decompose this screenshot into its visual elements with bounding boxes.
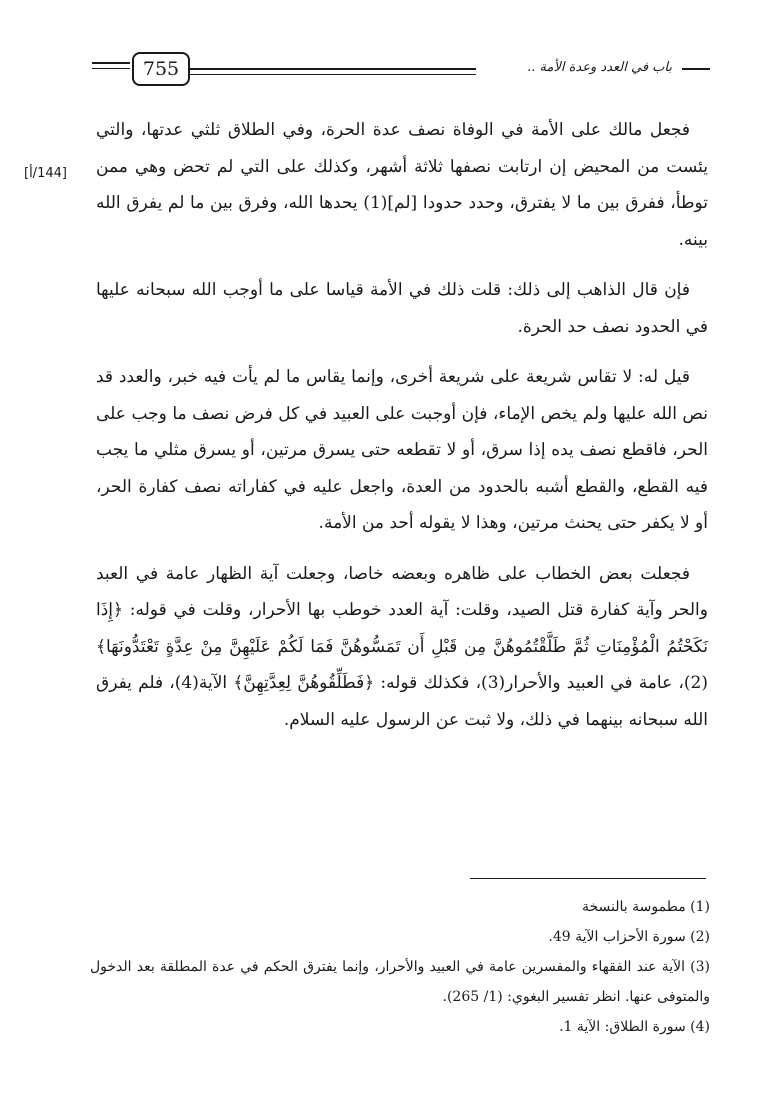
main-text [96,112,708,752]
paragraph: قيل له: لا تقاس شريعة على شريعة أخرى، وإنما يقاس ما لم يأت فيه خبر، والعدد قد نص الله عليها ولم يخص الإماء، فإن أوجبت على العبيد في كل فرض نصف ما وجب على الحر، فاقطع نصف يده إذا سرق، أو لا تقطعه حتى يسرق مرتين، أو يسرق مثلي ما يجب فيه القطع، والقطع أشبه بالحدود من العدة، واجعل عليه في كفاراته نصف كفارة الحر، أو لا يكفر حتى يحنث مرتين، وهذا لا يقوله أحد من الأمة. [96,367,708,533]
footnote: (4) سورة الطلاق: الآية 1. [559,1019,710,1035]
header-rule-left [92,62,130,64]
manuscript-folio-marker: [144/أ] [24,166,67,181]
footnote-separator [470,878,706,879]
paragraph: فجعلت بعض الخطاب على ظاهره وبعضه خاصا، وجعلت آية الظهار عامة في العبد والحر وآية كفارة قتل الصيد، وقلت: آية العدد خوطب بها الأحرار، وقلت في قوله: ﴿إِذَا نَكَحْتُمُ الْمُؤْمِنَاتِ ثُمَّ طَلَّقْتُمُوهُنَّ مِن قَبْلِ أَن تَمَسُّوهُنَّ فَمَا لَكُمْ عَلَيْهِنَّ مِنْ عِدَّةٍ تَعْتَدُّونَهَا﴾(2)، عامة في العبيد والأحرار(3)، فكذلك قوله: ﴿فَطَلِّقُوهُنَّ لِعِدَّتِهِنَّ﴾ الآية(4)، فلم يفرق الله سبحانه بينهما في ذلك، ولا ثبت عن الرسول عليه السلام. [96,563,708,730]
paragraph: فجعل مالك على الأمة في الوفاة نصف عدة الحرة، وفي الطلاق ثلثي عدتها، والتي يئست من المحيض إن ارتابت نصفها ثلاثة أشهر، وكذلك على التي لم تحض وهي ممن توطأ، ففرق بين ما لا يفترق، وحدد حدودا [لم](1) يحدها الله، وفرق بين ما لم يفرق الله بينه. [96,120,708,250]
footnote: (1) مطموسة بالنسخة [582,899,710,915]
paragraph: فإن قال الذاهب إلى ذلك: قلت ذلك في الأمة قياسا على ما أوجب الله سبحانه عليها في الحدود نصف حد الحرة. [96,280,708,337]
header-rule-right [682,68,710,70]
footnote: (3) الآية عند الفقهاء والمفسرين عامة في العبيد والأحرار، وإنما يفترق الحكم في عدة المطلقة بعد الدخول والمتوفى عنها. انظر تفسير البغوي: (1/ 265). [90,959,710,1005]
page-number: 755 [132,52,190,86]
footnotes [90,892,710,1042]
chapter-title: باب في العدد وعدة الأمة .. [527,60,672,75]
page-header [92,50,710,90]
footnote: (2) سورة الأحزاب الآية 49. [548,929,710,945]
header-rule-left-thin [92,68,130,69]
header-rule-middle-thin [188,74,476,75]
header-rule-middle [188,68,476,70]
